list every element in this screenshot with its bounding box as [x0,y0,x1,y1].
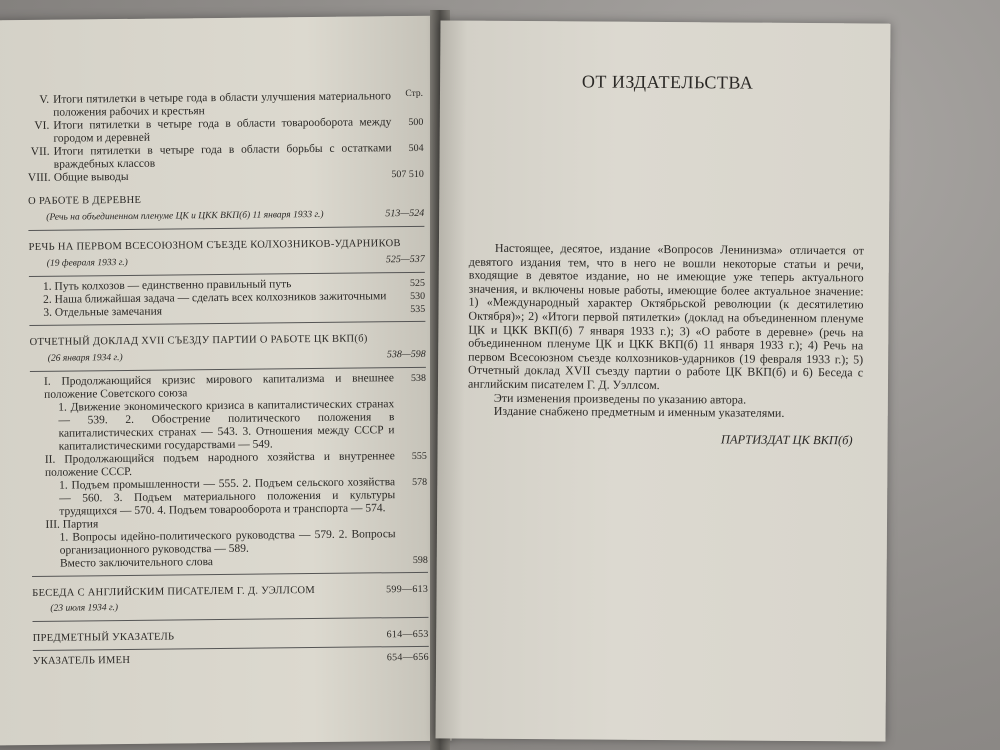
left-page [0,16,452,746]
toc-item-title: Общие выводы [53,170,129,184]
page-heading: ОТ ИЗДАТЕЛЬСТВА [581,71,754,93]
section-page: 525—537 [385,253,425,266]
toc-subitem [31,476,427,519]
subitem-title: 3. Отдельные замечания [43,305,163,319]
table-of-contents [27,90,429,668]
toc-section-date [32,599,428,616]
subitem-title: 1. Движение экономического кризиса в капиталистических странах — 539. 2. Обострение политического положения в капиталистических странах — 543. 3. Отношения между СССР и капиталистическими государствами — 549. [58,398,395,453]
subitem-title: 1. Подъем промышленности — 555. 2. Подъем сельского хозяйства — 560. 3. Подъем материального положения и культуры трудящихся — 570. 4. Подъем товарооборота и транспорта — 574. [59,476,396,518]
subitem-title: 2. Наша ближайшая задача — сделать всех колхозников зажиточными [43,290,387,306]
subitem-title: II. Продолжающийся подъем народного хозяйства и внутреннее положение СССР. [44,450,395,479]
publisher-note [468,71,866,448]
toc-item-page: 504 [408,142,424,155]
divider [30,367,426,372]
publisher-signature: ПАРТИЗДАТ ЦК ВКП(б) [720,432,853,448]
section-title: БЕСЕДА С АНГЛИЙСКИМ ПИСАТЕЛЕМ Г. Д. УЭЛЛСОМ [32,585,316,599]
toc-section-heading [29,237,425,254]
subitem-title: I. Продолжающийся кризис мирового капитализма и внешнее положение Советского союза [43,372,395,401]
toc-item-number: VIII. [27,171,51,184]
note-paragraph: Настоящее, десятое, издание «Вопросов Ленинизма» отличается от девятого издания тем, что в него не вошли некоторые статьи и речи, входящие в девятое издание, но не имеющие уже теперь актуального значения, и включены новые работы, имеющие более актуальное значение: 1) «Международный характер Октябрьской революции (к десятилетию Октября)»; 2) «Итоги первой пятилетки» (доклад на объединенном пленуме ЦК и ЦКК ВКП(б) 7 января 1933 г.); 3) «О работе в деревне» (речь на объединенном пленуме ЦК и ЦКК ВКП(б) 11 января 1933 г.); 4) Речь на первом Всесоюзном съезде колхозников-ударников (19 февраля 1933 г.); 5) Отчетный доклад XVII съезду партии о работе ЦК ВКП(б) и 6) Беседа с английским писателем Г. Д. Уэллсом. [467,240,864,392]
toc-index-entry [33,628,429,645]
section-title: РЕЧЬ НА ПЕРВОМ ВСЕСОЮЗНОМ СЪЕЗДЕ КОЛХОЗНИКОВ-УДАРНИКОВ [28,238,401,253]
subitem-page: 578 [412,476,428,488]
toc-section-date [28,207,424,225]
toc-item-number: VI. [34,119,50,132]
section-page: 599—613 [386,583,429,596]
section-date: (Речь на объединенном пленуме ЦК и ЦКК ВКП(б) 11 января 1933 г.) [46,209,324,223]
toc-section-heading [28,191,424,208]
toc-item-title: Итоги пятилетки в четыре года в области товарооборота между городом и деревней [53,116,392,145]
subitem-page: 598 [412,554,428,566]
section-page: 538—598 [386,348,426,361]
subitem-page: 530 [410,290,426,302]
index-page: 654—656 [386,651,429,664]
subitem-page: 525 [409,277,426,289]
divider [33,646,429,651]
page-column-header: Стр. [405,88,424,100]
section-title: О РАБОТЕ В ДЕРЕВНЕ [28,194,142,207]
toc-item-number: V. [39,93,50,106]
toc-item-title: Итоги пятилетки в четыре года в области борьбы с остатками враждебных классов [53,142,392,171]
subitem-page: 535 [410,303,426,315]
section-date: (23 июля 1934 г.) [50,603,119,614]
note-paragraph: Издание снабжено предметным и именным указателями. [493,403,785,420]
section-title: ОТЧЕТНЫЙ ДОКЛАД XVII СЪЕЗДУ ПАРТИИ О РАБОТЕ ЦК ВКП(б) [29,333,368,348]
divider [28,226,424,231]
note-paragraph: Эти изменения произведены по указанию автора. [493,390,747,407]
subitem-page: 555 [411,450,427,462]
toc-section-date [30,348,426,366]
divider [33,617,429,622]
subitem-page: 538 [410,372,427,384]
subitem-title: 1. Путь колхозов — единственно правильный путь [42,278,292,293]
index-page: 614—653 [386,628,429,641]
subitem-title: III. Партия [45,518,99,531]
divider [29,272,425,277]
divider [32,572,428,577]
index-title: УКАЗАТЕЛЬ ИМЕН [32,654,131,667]
subitem-title: Вместо заключительного слова [59,556,214,570]
right-page [435,20,890,741]
toc-item-page: 500 [408,116,424,129]
toc-item-number: VII. [30,145,50,158]
toc-item [28,168,424,185]
toc-subitem [30,398,427,454]
note-body [468,242,864,421]
toc-subitem [29,303,425,320]
section-date: (26 января 1934 г.) [47,353,123,364]
toc-section-heading [30,332,426,349]
toc-section-date [29,253,425,271]
toc-item-page: 507 510 [391,168,424,181]
index-title: ПРЕДМЕТНЫЙ УКАЗАТЕЛЬ [32,631,175,644]
divider [29,321,425,326]
section-page: 513—524 [385,207,425,220]
toc-index-entry [33,651,429,668]
subitem-title: 1. Вопросы идейно-политического руководства — 579. 2. Вопросы организационного руководства — 589. [59,528,396,557]
toc-item-title: Итоги пятилетки в четыре года в области улучшения материального положения рабочих и крестьян [52,90,392,119]
toc-section-heading [32,583,428,600]
section-date: (19 февраля 1933 г.) [46,257,128,269]
toc-subitem [32,554,428,571]
toc-subitem [31,450,427,480]
